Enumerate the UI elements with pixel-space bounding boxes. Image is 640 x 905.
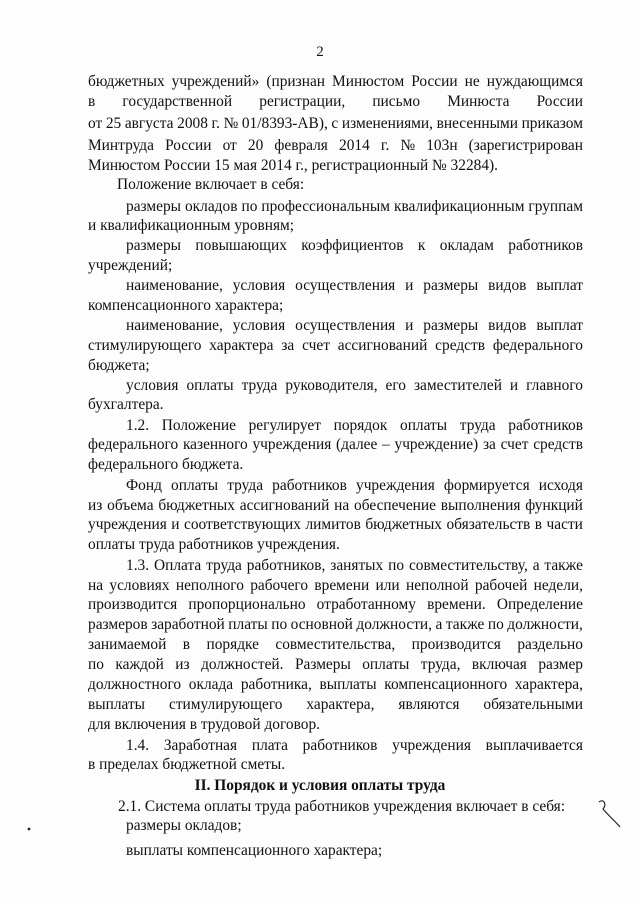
text-line: бюджетных учреждений» (признан Минюстом России не нуждающимся: [88, 73, 583, 90]
text-line: Положение включает в себя:: [117, 176, 305, 193]
text-line: для включения в трудовой договор.: [88, 716, 321, 733]
page-number: 2: [316, 44, 324, 60]
section-heading: II. Порядок и условия оплаты труда: [194, 777, 446, 794]
text-line: 1.2. Положение регулирует порядок оплаты труда работников: [126, 417, 583, 434]
text-line: производится пропорционально отработанному времени. Определение: [88, 596, 583, 613]
text-line: выплаты стимулирующего характера, являются обязательными: [88, 696, 583, 713]
text-line: бухгалтера.: [88, 396, 164, 413]
text-line: и квалификационным уровням;: [88, 217, 295, 234]
text-line: наименование, условия осуществления и размеры видов выплат: [126, 277, 583, 294]
text-line: в пределах бюджетной сметы.: [88, 756, 286, 773]
text-line: размеров заработной платы по основной должности, а также по должности,: [88, 616, 583, 633]
text-line: Минтруда России от 20 февраля 2014 г. № 103н (зарегистрирован: [88, 137, 583, 154]
margin-mark: [596, 796, 624, 832]
text-line: на условиях неполного рабочего времени или неполной рабочей недели,: [88, 577, 583, 594]
text-line: выплаты компенсационного характера;: [126, 842, 383, 859]
text-line: Минюстом России 15 мая 2014 г., регистрационный № 32284).: [88, 157, 499, 174]
scan-dot: [26, 826, 32, 832]
text-line: 1.4. Заработная плата работников учреждения выплачивается: [126, 737, 583, 754]
text-line: 2.1. Система оплаты труда работников учреждения включает в себя:: [118, 798, 566, 815]
text-line: 1.3. Оплата труда работников, занятых по совместительству, а также: [126, 557, 583, 574]
text-line: размеры повышающих коэффициентов к окладам работников: [126, 237, 583, 254]
text-line: должностного оклада работника, выплаты компенсационного характера,: [88, 676, 583, 693]
text-line: федерального казенного учреждения (далее – учреждение) за счет средств: [88, 436, 583, 453]
text-line: от 25 августа 2008 г. № 01/8393-АВ), с изменениями, внесенными приказом: [88, 115, 583, 132]
text-line: в государственной регистрации, письмо Минюста России: [88, 93, 583, 110]
text-line: размеры окладов;: [126, 817, 242, 834]
text-line: стимулирующего характера за счет ассигнований средств федерального: [88, 337, 583, 354]
text-line: бюджета;: [88, 357, 150, 374]
text-line: занимаемой в порядке совместительства, производится раздельно: [88, 636, 583, 653]
text-line: из объема бюджетных ассигнований на обеспечение выполнения функций: [88, 497, 583, 514]
text-line: размеры окладов по профессиональным квалификационным группам: [126, 198, 583, 215]
text-line: оплаты труда работников учреждения.: [88, 536, 340, 553]
text-line: Фонд оплаты труда работников учреждения формируется исходя: [126, 477, 583, 494]
text-line: учреждения и соответствующих лимитов бюджетных обязательств в части: [88, 516, 583, 533]
text-line: компенсационного характера;: [88, 297, 284, 314]
text-line: по каждой из должностей. Размеры оплаты труда, включая размер: [88, 656, 583, 673]
text-line: федерального бюджета.: [88, 456, 244, 473]
text-line: учреждений;: [88, 257, 173, 274]
text-line: наименование, условия осуществления и размеры видов выплат: [126, 317, 583, 334]
text-line: условия оплаты труда руководителя, его заместителей и главного: [126, 377, 583, 394]
